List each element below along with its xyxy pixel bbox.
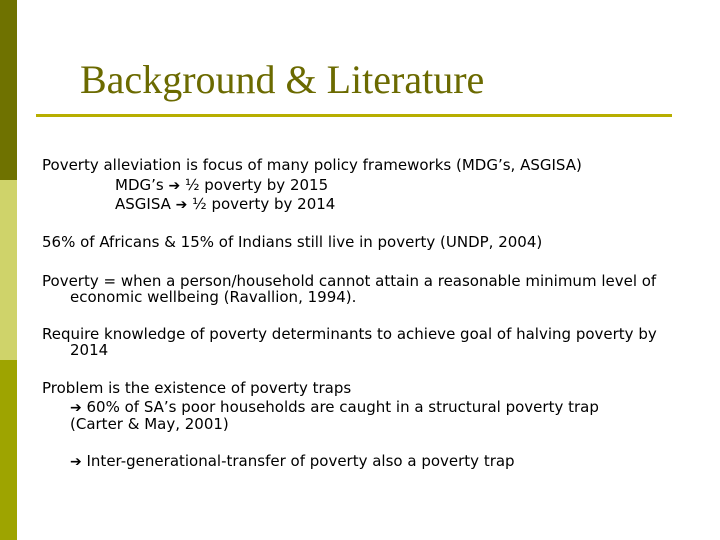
paragraph-1: Poverty alleviation is focus of many policy frameworks (MDG’s, ASGISA): [42, 156, 582, 174]
paragraph-3-line-2: economic wellbeing (Ravallion, 1994).: [70, 288, 357, 306]
slide-title: Background & Literature: [80, 57, 485, 102]
arrow-right-icon: ➔: [70, 454, 82, 470]
paragraph-3-line-1: Poverty = when a person/household cannot attain a reasonable minimum level of: [42, 272, 657, 290]
sidebar-accent-top: [0, 0, 17, 180]
paragraph-4-line-2: 2014: [70, 341, 109, 359]
paragraph-1-sub-2-tail: ½ poverty by 2014: [187, 195, 336, 213]
arrow-right-icon: ➔: [175, 197, 188, 213]
sidebar-accent-bottom: [0, 360, 17, 540]
paragraph-2: 56% of Africans & 15% of Indians still live in poverty (UNDP, 2004): [42, 233, 543, 251]
arrow-right-icon: ➔: [168, 178, 181, 194]
sidebar-accent-middle: [0, 180, 17, 360]
paragraph-1-sub-1: [115, 177, 328, 195]
paragraph-1-sub-2-label: ASGISA: [115, 195, 176, 213]
paragraph-4-line-1: Require knowledge of poverty determinants to achieve goal of halving poverty by: [42, 325, 657, 343]
paragraph-1-sub-2: [115, 196, 335, 214]
paragraph-5-line-1: Problem is the existence of poverty traps: [42, 379, 352, 397]
arrow-right-icon: ➔: [70, 400, 82, 416]
paragraph-5-sub-2: [70, 453, 515, 471]
paragraph-5-sub-1-cont: (Carter & May, 2001): [70, 415, 229, 433]
paragraph-5-sub-2-text: Inter-generational-transfer of poverty also a poverty trap: [81, 452, 515, 470]
paragraph-1-sub-1-tail: ½ poverty by 2015: [180, 176, 329, 194]
paragraph-5-sub-1-text: 60% of SA’s poor households are caught in a structural poverty trap: [81, 398, 599, 416]
paragraph-1-sub-1-label: MDG’s: [115, 176, 169, 194]
title-underline: [36, 114, 672, 117]
